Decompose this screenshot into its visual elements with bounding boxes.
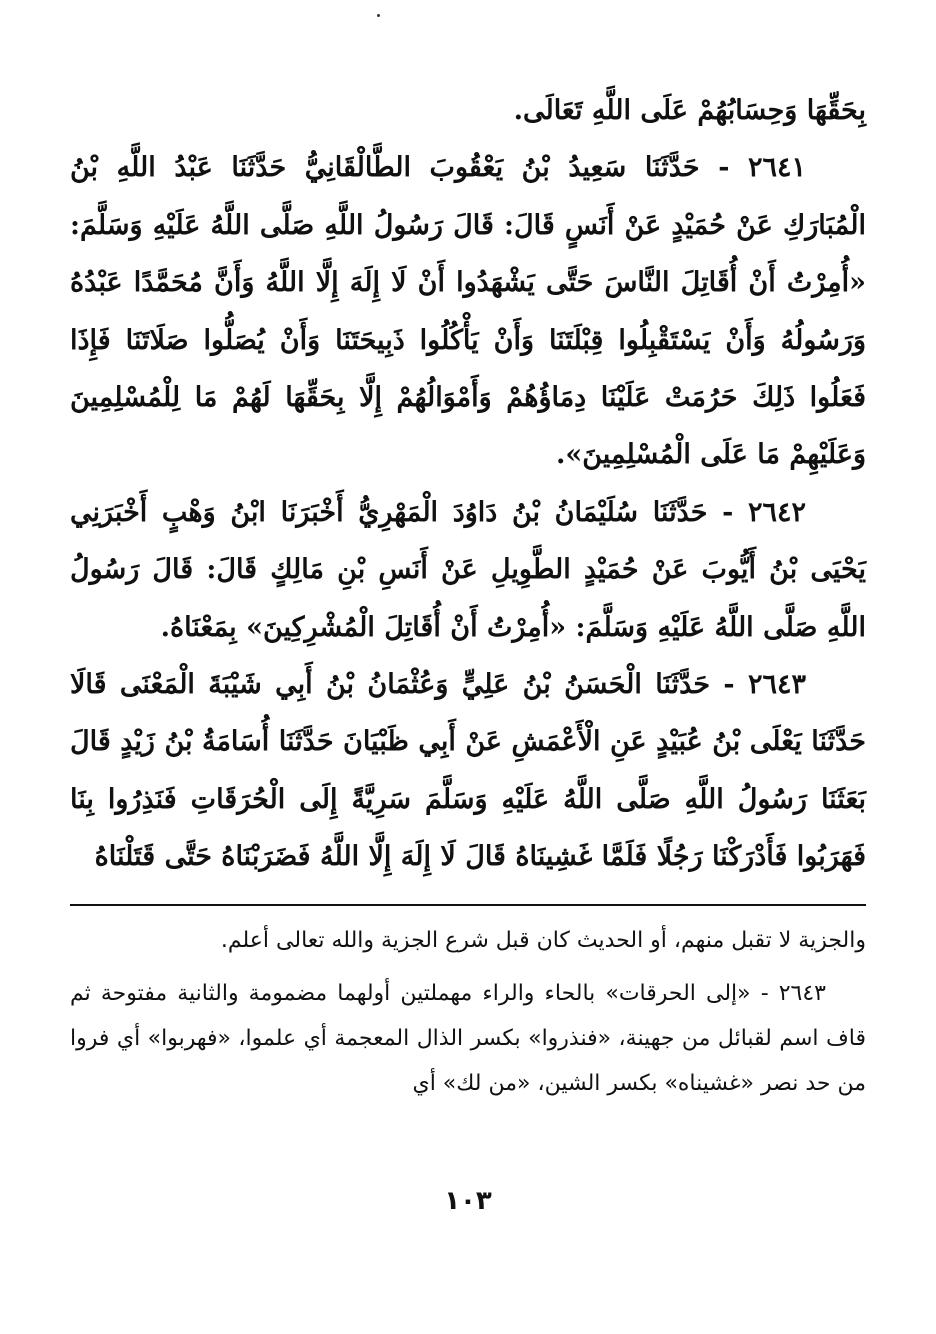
- hadith-2641: ٢٦٤١ - حَدَّثَنَا سَعِيدُ بْنُ يَعْقُوبَ الطَّالْقَانِيُّ حَدَّثَنَا عَبْدُ اللَّهِ بْنُ الْمُبَارَكِ عَنْ حُمَيْدٍ عَنْ أَنَسٍ قَالَ: قَالَ رَسُولُ اللَّهِ صَلَّى اللَّهُ عَلَيْهِ وَسَلَّمَ: «أُمِرْتُ أَنْ أُقَاتِلَ النَّاسَ حَتَّى يَشْهَدُوا أَنْ لَا إِلَهَ إِلَّا اللَّهُ وَأَنَّ مُحَمَّدًا عَبْدُهُ وَرَسُولُهُ وَأَنْ يَسْتَقْبِلُوا قِبْلَتَنَا وَأَنْ يَأْكُلُوا ذَبِيحَتَنَا وَأَنْ يُصَلُّوا صَلَاتَنَا فَإِذَا فَعَلُوا ذَلِكَ حَرُمَتْ عَلَيْنَا دِمَاؤُهُمْ وَأَمْوَالُهُمْ إِلَّا بِحَقِّهَا لَهُمْ مَا لِلْمُسْلِمِينَ وَعَلَيْهِمْ مَا عَلَى الْمُسْلِمِينَ».: [70, 152, 866, 471]
- ink-speck: [377, 14, 380, 17]
- page-number: ١٠٣: [444, 1186, 492, 1216]
- main-text-block: [70, 82, 866, 886]
- footnote-continuation: والجزية لا تقبل منهم، أو الحديث كان قبل شرع الجزية والله تعالى أعلم.: [220, 928, 866, 953]
- footnote-divider: [70, 904, 866, 906]
- footnotes-block: [70, 918, 866, 1106]
- hadith-2642: ٢٦٤٢ - حَدَّثَنَا سُلَيْمَانُ بْنُ دَاوُدَ الْمَهْرِيُّ أَخْبَرَنَا ابْنُ وَهْبٍ أَخْبَرَنِي يَحْيَى بْنُ أَيُّوبَ عَنْ حُمَيْدٍ الطَّوِيلِ عَنْ أَنَسِ بْنِ مَالِكٍ قَالَ: قَالَ رَسُولُ اللَّهِ صَلَّى اللَّهُ عَلَيْهِ وَسَلَّمَ: «أُمِرْتُ أَنْ أُقَاتِلَ الْمُشْرِكِينَ» بِمَعْنَاهُ.: [70, 496, 866, 643]
- hadith-2643: ٢٦٤٣ - حَدَّثَنَا الْحَسَنُ بْنُ عَلِيٍّ وَعُثْمَانُ بْنُ أَبِي شَيْبَةَ الْمَعْنَى قَالَا حَدَّثَنَا يَعْلَى بْنُ عُبَيْدٍ عَنِ الْأَعْمَشِ عَنْ أَبِي ظَبْيَانَ حَدَّثَنَا أُسَامَةُ بْنُ زَيْدٍ قَالَ بَعَثَنَا رَسُولُ اللَّهِ صَلَّى اللَّهُ عَلَيْهِ وَسَلَّمَ سَرِيَّةً إِلَى الْحُرَقَاتِ فَنَذِرُوا بِنَا فَهَرَبُوا فَأَدْرَكْنَا رَجُلًا فَلَمَّا غَشِينَاهُ قَالَ لَا إِلَهَ إِلَّا اللَّهُ فَضَرَبْنَاهُ حَتَّى قَتَلْنَاهُ: [70, 669, 866, 873]
- opening-line: بِحَقِّهَا وَحِسَابُهُمْ عَلَى اللَّهِ تَعَالَى.: [513, 95, 866, 126]
- footnote-2643: ٢٦٤٣ - «إلى الحرقات» بالحاء والراء مهملتين أولهما مضمومة والثانية مفتوحة ثم قاف اسم لقبائل من جهينة، «فنذروا» بكسر الذال المعجمة أي علموا، «فهربوا» أي فروا من حد نصر «غشيناه» بكسر الشين، «من لك» أي: [70, 981, 866, 1096]
